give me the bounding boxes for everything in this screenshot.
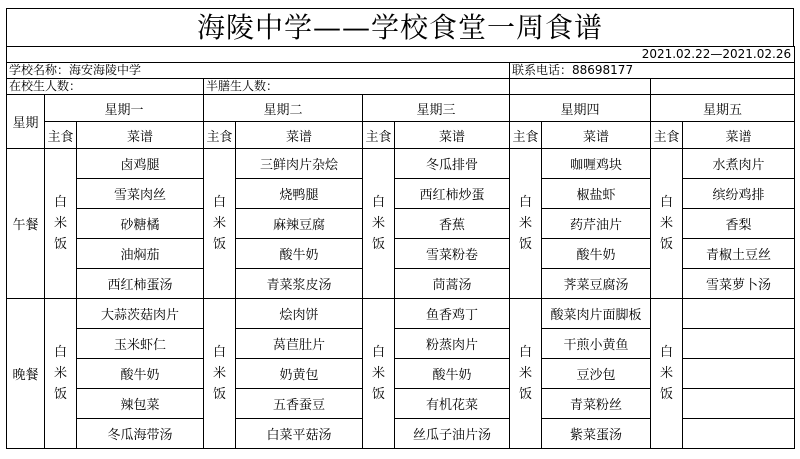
- staple-cell: [510, 299, 542, 449]
- dish-cell: 烧鸭腿: [236, 179, 363, 209]
- day-header: 星期五: [651, 95, 795, 122]
- dish-cell: 西红柿蛋汤: [77, 269, 204, 299]
- staple-food: 白米饭: [659, 345, 673, 402]
- staple-cell: [204, 299, 236, 449]
- dish-cell: 紫菜蛋汤: [542, 419, 651, 449]
- day-header: 星期一: [45, 95, 204, 122]
- blank-cell: [510, 79, 651, 95]
- dish-cell: 三鲜肉片杂烩: [236, 149, 363, 179]
- staple-food: 白米饭: [53, 195, 67, 252]
- staple-cell: [204, 149, 236, 299]
- menu-header: 菜谱: [77, 122, 204, 149]
- blank-cell: [651, 79, 795, 95]
- dish-cell: 五香蚕豆: [236, 389, 363, 419]
- dish-cell: 咖喱鸡块: [542, 149, 651, 179]
- dish-cell: 雪菜肉丝: [77, 179, 204, 209]
- dish-cell: [683, 419, 795, 449]
- menu-header: 菜谱: [395, 122, 510, 149]
- dish-cell: 麻辣豆腐: [236, 209, 363, 239]
- day-header: 星期四: [510, 95, 651, 122]
- dish-cell: 荠菜豆腐汤: [542, 269, 651, 299]
- dish-cell: 药芹油片: [542, 209, 651, 239]
- dish-cell: 青椒土豆丝: [683, 239, 795, 269]
- dish-cell: 雪菜粉卷: [395, 239, 510, 269]
- menu-header: 菜谱: [236, 122, 363, 149]
- staple-header: 主食: [204, 122, 236, 149]
- dish-cell: 粉蒸肉片: [395, 329, 510, 359]
- menu-header: 菜谱: [542, 122, 651, 149]
- dish-cell: 酸菜肉片面脚板: [542, 299, 651, 329]
- dish-cell: 卤鸡腿: [77, 149, 204, 179]
- dish-cell: 酸牛奶: [542, 239, 651, 269]
- staple-food: 白米饭: [212, 345, 226, 402]
- dish-cell: 冬瓜海带汤: [77, 419, 204, 449]
- dish-cell: 香梨: [683, 209, 795, 239]
- staple-food: 白米饭: [371, 195, 385, 252]
- staple-cell: [363, 299, 395, 449]
- staple-food: 白米饭: [659, 195, 673, 252]
- dish-cell: 烩肉饼: [236, 299, 363, 329]
- dish-cell: [683, 329, 795, 359]
- dish-cell: 冬瓜排骨: [395, 149, 510, 179]
- day-header: 星期三: [363, 95, 510, 122]
- dish-cell: [683, 359, 795, 389]
- dish-cell: 莴苣肚片: [236, 329, 363, 359]
- dish-cell: 干煎小黄鱼: [542, 329, 651, 359]
- staple-cell: [651, 299, 683, 449]
- dish-cell: 雪菜萝卜汤: [683, 269, 795, 299]
- dish-cell: 酸牛奶: [395, 359, 510, 389]
- sheet-title: 海陵中学——学校食堂一周食谱: [6, 8, 794, 46]
- dish-cell: 酸牛奶: [77, 359, 204, 389]
- dish-cell: 白菜平菇汤: [236, 419, 363, 449]
- dish-cell: 青菜浆皮汤: [236, 269, 363, 299]
- staple-cell: [45, 149, 77, 299]
- staple-header: 主食: [651, 122, 683, 149]
- staple-food: 白米饭: [371, 345, 385, 402]
- dish-cell: 酸牛奶: [236, 239, 363, 269]
- dish-cell: [683, 299, 795, 329]
- dish-cell: 大蒜茨菇肉片: [77, 299, 204, 329]
- dish-cell: 奶黄包: [236, 359, 363, 389]
- staple-food: 白米饭: [212, 195, 226, 252]
- dish-cell: 油焖茄: [77, 239, 204, 269]
- student-count: 在校生人数：: [7, 79, 204, 95]
- staple-header: 主食: [510, 122, 542, 149]
- dish-cell: 水煮肉片: [683, 149, 795, 179]
- dish-cell: [683, 389, 795, 419]
- meal-label: 晚餐: [7, 299, 45, 449]
- dish-cell: 缤纷鸡排: [683, 179, 795, 209]
- day-header: 星期二: [204, 95, 363, 122]
- dish-cell: 有机花菜: [395, 389, 510, 419]
- contact-phone: 联系电话：88698177: [510, 63, 795, 79]
- date-range: 2021.02.22—2021.02.26: [7, 47, 795, 63]
- dish-cell: 鱼香鸡丁: [395, 299, 510, 329]
- week-header: 星期: [7, 95, 45, 149]
- staple-cell: [510, 149, 542, 299]
- menu-header: 菜谱: [683, 122, 795, 149]
- meal-label: 午餐: [7, 149, 45, 299]
- dish-cell: 青菜粉丝: [542, 389, 651, 419]
- staple-header: 主食: [45, 122, 77, 149]
- dish-cell: 丝瓜子油片汤: [395, 419, 510, 449]
- staple-food: 白米饭: [518, 345, 532, 402]
- dish-cell: 玉米虾仁: [77, 329, 204, 359]
- staple-cell: [45, 299, 77, 449]
- dish-cell: 香蕉: [395, 209, 510, 239]
- staple-food: 白米饭: [518, 195, 532, 252]
- staple-cell: [363, 149, 395, 299]
- school-name: 学校名称：海安海陵中学: [7, 63, 510, 79]
- dish-cell: 茼蒿汤: [395, 269, 510, 299]
- dish-cell: 椒盐虾: [542, 179, 651, 209]
- weekly-menu-table: [6, 46, 795, 449]
- staple-cell: [651, 149, 683, 299]
- dish-cell: 砂糖橘: [77, 209, 204, 239]
- staple-food: 白米饭: [53, 345, 67, 402]
- half-meal-count: 半膳生人数：: [204, 79, 510, 95]
- staple-header: 主食: [363, 122, 395, 149]
- dish-cell: 西红柿炒蛋: [395, 179, 510, 209]
- dish-cell: 辣包菜: [77, 389, 204, 419]
- dish-cell: 豆沙包: [542, 359, 651, 389]
